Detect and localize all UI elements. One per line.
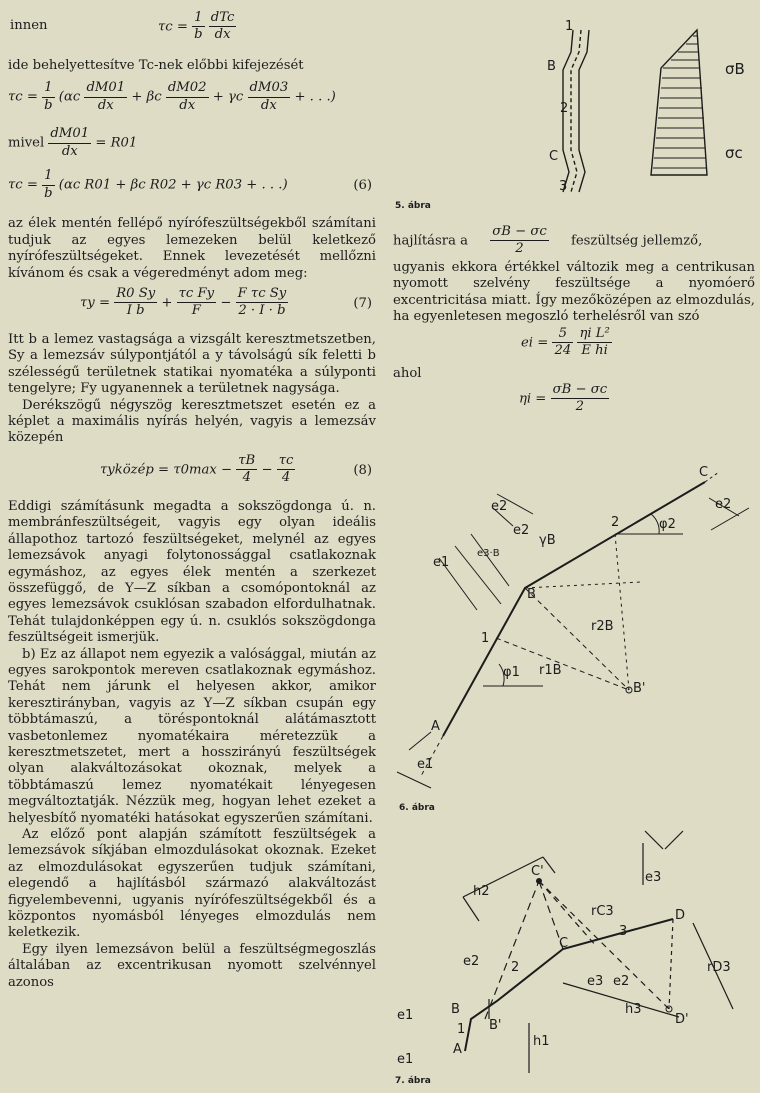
eq2-frac-m1 bbox=[84, 80, 127, 114]
paragraph-4: Eddigi számításunk megadta a sokszögdonga ú. n. membránfeszültségeit, vagyis egy olyan ideális állapothoz tartozó feszültségeket, melynél az egyes lemezsávok anyagi folytonossággal csatlakoznak egymáshoz, az egyes élek mentén a szerkezet összefüggő, de Y—Z síkban a csomópontoknál az egyes lemezsávok csuklósan szabadon elfordulhatnak. Tehát tulajdonképpen egy ú. n. csuklós sokszögdonga feszültségeit ismerjük. bbox=[8, 498, 376, 646]
ei-f1n: 5 bbox=[552, 326, 573, 343]
eq7-f1d: I b bbox=[126, 303, 145, 319]
equation-1 bbox=[158, 10, 236, 44]
fig7-label-e1-a: e1 bbox=[397, 1008, 414, 1023]
eq1-f2n: dTc bbox=[209, 10, 237, 27]
eq1-frac1 bbox=[192, 10, 204, 44]
eq2-m1d: dx bbox=[97, 97, 114, 113]
fig7-label-e2-a: e2 bbox=[463, 954, 480, 969]
eq8-frac1 bbox=[236, 453, 257, 487]
fig7-label-b: B bbox=[451, 1002, 460, 1017]
eq7-f2n: τc Fy bbox=[177, 286, 216, 303]
eq2-m3n: dM03 bbox=[248, 80, 291, 97]
fig6-label-a: A bbox=[431, 719, 440, 734]
paragraph-1: az élek mentén fellépő nyírófeszültségekből számítani tudjuk az egyes lemezeken belül keletkező nyírófeszültségeket. Ennek levezetését mellőzni kívánom és csak a végeredményt adom meg: bbox=[8, 216, 376, 281]
eq8-f2d: 4 bbox=[281, 470, 291, 486]
fig6-label-2: 2 bbox=[611, 515, 620, 530]
fig7-label-2: 2 bbox=[511, 960, 520, 975]
eq3-rhs: = R01 bbox=[95, 135, 138, 151]
eta-fn: σB − σc bbox=[551, 382, 610, 399]
fig6-label-e2-a: e2 bbox=[491, 499, 508, 514]
fig7-label-h3: h3 bbox=[625, 1002, 642, 1017]
eq7-f3d: 2 · I · b bbox=[238, 303, 286, 319]
ei-f1d: 24 bbox=[554, 343, 572, 359]
hajlitasra-line bbox=[393, 224, 755, 260]
r1-pre: hajlításra a bbox=[393, 233, 469, 249]
fig7-label-h1: h1 bbox=[533, 1034, 550, 1049]
eq8-lhs: τyközép = bbox=[100, 462, 170, 478]
ei-f2n: ηi L² bbox=[577, 326, 611, 343]
fig7-label-c-prime: C' bbox=[531, 864, 544, 879]
r1-post: feszültség jellemző, bbox=[570, 233, 703, 249]
eq2-tail: + . . .) bbox=[294, 89, 336, 105]
paragraph-2: Itt b a lemez vastagsága a vizsgált keresztmetszetben, Sy a lemezsáv súlypontjától a y távolságú sík feletti b szélességű területnek statikai nyomatéka a súlyponti tengelyre; Fy ugyanennek a területnek nagysága. bbox=[8, 332, 376, 397]
figure-5 bbox=[393, 0, 755, 212]
equation-7: τy = $\frac{R0 Sy}{\text{I b}}$ + $\frac{\text{τc Fy}}{F}$ − $\frac{\text{F τc Sy}}{2 \cdot I \cdot b}$ (7) bbox=[80, 286, 372, 319]
fig7-label-e3-a: e3 bbox=[645, 870, 662, 885]
eq7-frac2 bbox=[177, 286, 216, 320]
figure-5-caption: 5. ábra bbox=[395, 201, 431, 211]
eq2-m2d: dx bbox=[179, 97, 196, 113]
eq7-lhs: τy = bbox=[80, 295, 110, 311]
eq1-f2d: dx bbox=[214, 27, 231, 43]
left-column bbox=[8, 6, 376, 991]
text-behelyettesitve: ide behelyettesítve Tc-nek előbbi kifejezését bbox=[8, 58, 304, 73]
fig7-label-b-prime: B' bbox=[489, 1018, 502, 1033]
fig6-label-e2-c: e2 bbox=[513, 523, 530, 538]
eq2-gamma: + γc bbox=[212, 89, 244, 105]
eta-frac bbox=[551, 382, 610, 416]
eq2-m2n: dM02 bbox=[166, 80, 209, 97]
fig6-label-r1b: r1B bbox=[539, 663, 562, 678]
figure-6 bbox=[393, 452, 755, 822]
eq7-frac3 bbox=[236, 286, 289, 320]
paragraph-3: Derékszögű négyszög keresztmetszet esetén ez a képlet a maximális nyírás helyén, vagyis a lemezsáv közepén bbox=[8, 397, 376, 446]
ei-frac1 bbox=[552, 326, 573, 360]
eq7-f2d: F bbox=[191, 303, 201, 319]
figure-7-caption: 7. ábra bbox=[395, 1076, 431, 1086]
figure-7 bbox=[393, 823, 755, 1093]
eq8-f1n: τB bbox=[236, 453, 257, 470]
eq3-mivel: mivel bbox=[8, 135, 45, 151]
eq2-f1n: 1 bbox=[42, 80, 54, 97]
r1-frac bbox=[490, 224, 549, 258]
equation-8: τyközép = τ0max − $\frac{\tau B}{4}$ − $\frac{\tau c}{4}$ (8) bbox=[100, 452, 372, 486]
fig7-label-h2: h2 bbox=[473, 884, 490, 899]
eq3-frac bbox=[48, 126, 91, 160]
fig7-label-a: A bbox=[453, 1042, 462, 1057]
eq6-rhs: (αc R01 + βc R02 + γc R03 + . . .) bbox=[58, 177, 288, 193]
fig6-label-e3b: e3·B bbox=[477, 548, 500, 559]
eq7-f1n: R0 Sy bbox=[114, 286, 157, 303]
equation-number-6: (6) bbox=[353, 178, 372, 194]
equation-number-8: (8) bbox=[353, 462, 372, 478]
equation-tau-c-line bbox=[8, 6, 376, 46]
eq2-f1d: b bbox=[44, 97, 53, 113]
eq6-lhs: τc = bbox=[8, 177, 38, 193]
fig7-label-c: C bbox=[559, 936, 569, 951]
eq2-alpha: (αc bbox=[58, 89, 81, 105]
r1-fn: σB − σc bbox=[490, 224, 549, 241]
equation-3 bbox=[8, 126, 376, 164]
eq6-fd: b bbox=[44, 185, 53, 201]
r1-fd: 2 bbox=[515, 241, 524, 257]
word-ahol: ahol bbox=[393, 365, 422, 381]
paragraph-5: b) Ez az állapot nem egyezik a valósággal, miután az egyes sarokpontok mereven csatlakoznak egymáshoz. Tehát nem járunk el helyesen akkor, amikor keresztirányban, vagyis az Y—Z síkban csupán egy többtámaszú, a töréspontoknál alátámasztott vasbetonlemez nyomatékaira méretezzük a keresztmetszetet, mert a hosszirányú feszültségek olyan alakváltozásokat okoznak, melyek a többtámaszú lemez nyomatékait lényegesen megváltoztatják. Nézzük meg, hogyan lehet ezeket a helyesbítő nyomatéki hatásokat egyszerűen számítani. bbox=[8, 646, 376, 826]
eq1-frac2 bbox=[209, 10, 237, 44]
eq1-lhs: τc = bbox=[158, 19, 188, 35]
paragraph-7: Egy ilyen lemezsávon belül a feszültségmegoszlás általában az excentrikusan nyomott szelvénnyel azonos bbox=[8, 941, 376, 990]
equation-number-7: (7) bbox=[353, 296, 372, 312]
eq2-frac-m3 bbox=[248, 80, 291, 114]
fig7-label-d: D bbox=[675, 908, 686, 923]
fig7-label-rd3: rD3 bbox=[707, 960, 731, 975]
fig7-label-d-prime: D' bbox=[675, 1012, 689, 1027]
ei-frac2 bbox=[577, 326, 611, 360]
eq1-f1n: 1 bbox=[192, 10, 204, 27]
eq8-mid: τ0max − bbox=[173, 462, 233, 478]
fig5-label-b: B bbox=[547, 59, 556, 74]
fig5-label-sigma-b: σB bbox=[725, 60, 745, 78]
fig6-label-b-prime: B' bbox=[633, 681, 646, 696]
eq3-fd: dx bbox=[61, 143, 78, 159]
equation-eta bbox=[393, 382, 755, 422]
fig5-label-sigma-c: σc bbox=[725, 144, 743, 162]
fig6-label-e1-a: e1 bbox=[433, 555, 450, 570]
eq2-frac-1b bbox=[42, 80, 54, 114]
fig6-label-gamma-b: γB bbox=[539, 533, 556, 548]
fig5-label-1: 1 bbox=[565, 19, 574, 34]
ei-lhs: ei = bbox=[521, 335, 549, 351]
eq6-fn: 1 bbox=[42, 168, 54, 185]
fig7-label-e3-b: e3 bbox=[587, 974, 604, 989]
eq8-frac2 bbox=[277, 453, 296, 487]
fig6-label-phi2: φ2 bbox=[659, 517, 676, 532]
equation-ei bbox=[393, 326, 755, 366]
fig7-label-e1-b: e1 bbox=[397, 1052, 414, 1067]
fig5-label-3: 3 bbox=[559, 179, 568, 194]
eq8-f2n: τc bbox=[277, 453, 296, 470]
eq8-f1d: 4 bbox=[242, 470, 251, 486]
fig7-label-e2-b: e2 bbox=[613, 974, 630, 989]
eq7-f3n: F τc Sy bbox=[236, 286, 289, 303]
fig6-label-phi1: φ1 bbox=[503, 665, 520, 680]
fig6-label-b: B bbox=[527, 587, 536, 602]
fig5-label-2: 2 bbox=[560, 101, 569, 116]
right-paragraph-1: ugyanis ekkora értékkel változik meg a centrikusan nyomott szelvény feszültsége a nyomóerő excentricitása miatt. Így mezőközépen az elmozdulás, ha egyenletesen megoszló terhelésről van szó bbox=[393, 260, 755, 325]
fig7-label-rc3: rC3 bbox=[591, 904, 614, 919]
fig6-label-r2b: r2B bbox=[591, 619, 614, 634]
ei-f2d: E hi bbox=[581, 343, 608, 359]
eq2-m3d: dx bbox=[260, 97, 277, 113]
eta-lhs: ηi = bbox=[519, 391, 547, 407]
eq2-frac-m2 bbox=[166, 80, 209, 114]
equation-6 bbox=[8, 168, 376, 212]
fig7-label-3: 3 bbox=[619, 924, 628, 939]
fig6-label-c: C bbox=[699, 465, 709, 480]
eq2-beta: + βc bbox=[131, 89, 162, 105]
eq2-m1n: dM01 bbox=[84, 80, 127, 97]
eq2-lhs: τc = bbox=[8, 89, 38, 105]
eq1-f1d: b bbox=[194, 27, 203, 43]
fig5-label-c: C bbox=[549, 149, 559, 164]
fig7-label-1: 1 bbox=[457, 1022, 466, 1037]
paragraph-6: Az előző pont alapján számított feszültségek a lemezsávok síkjában elmozdulásokat okoznak. Ezeket az elmozdulásokat egyszerűen tudjuk számítani, elegendő a hajlításból származó alakváltozást figyelembevenni, ugyanis nyírófeszültségekből és a központos nyomásból lényeges elmozdulás nem keletkezik. bbox=[8, 827, 376, 941]
eta-fd: 2 bbox=[575, 399, 585, 415]
equation-2 bbox=[8, 80, 376, 124]
eq3-fn: dM01 bbox=[48, 126, 91, 143]
eq7-frac1 bbox=[114, 286, 157, 320]
figure-6-caption: 6. ábra bbox=[399, 803, 435, 813]
fig6-label-e2-b: e2 bbox=[715, 497, 732, 512]
eq6-frac bbox=[42, 168, 54, 202]
word-innen: innen bbox=[10, 18, 48, 33]
right-column bbox=[393, 0, 755, 1086]
fig6-label-1: 1 bbox=[481, 631, 490, 646]
fig6-label-e1-b: e1 bbox=[417, 757, 434, 772]
